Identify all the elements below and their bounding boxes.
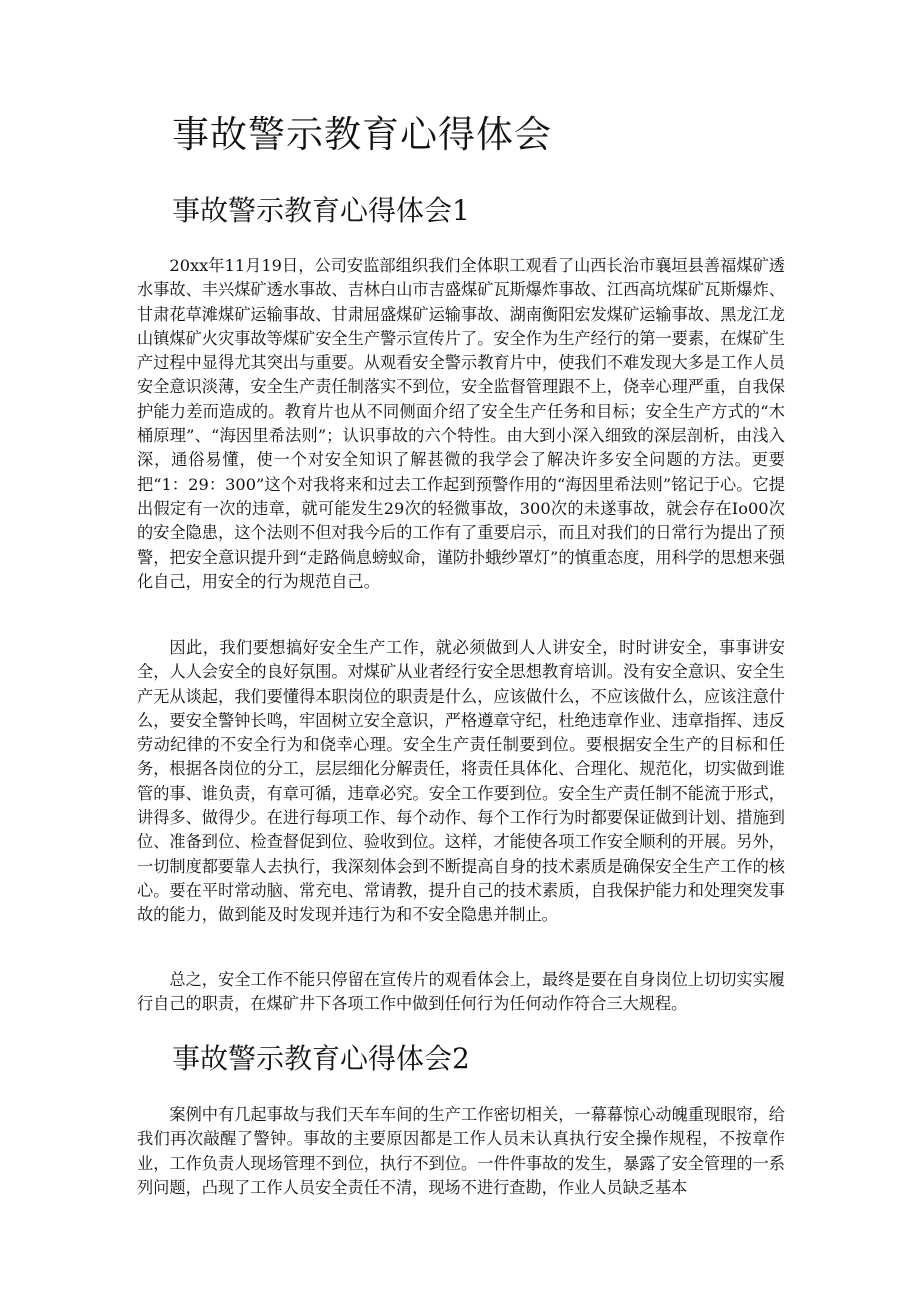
- section-1-paragraph-1: 20xx年11月19日，公司安监部组织我们全体职工观看了山西长治市襄垣县善福煤矿透水事故、丰兴煤矿透水事故、吉林白山市吉盛煤矿瓦斯爆炸事故、江西高坑煤矿瓦斯爆炸、甘肃花草滩煤矿运输事故、甘肃屈盛煤矿运输事故、湖南衡阳宏发煤矿运输事故、黑龙江龙山镇煤矿火灾事故等煤矿安全生产警示宣传片了。安全作为生产经行的第一要素，在煤矿生产过程中显得尤其突出与重要。从观看安全警示教育片中，使我们不难发现大多是工作人员安全意识淡薄，安全生产责任制落实不到位，安全监督管理跟不上，侥幸心理严重，自我保护能力差而造成的。教育片也从不同侧面介绍了安全生产任务和目标；安全生产方式的“木桶原理”、“海因里希法则”；认识事故的六个特性。由大到小深入细致的深层剖析，由浅入深，通俗易懂，使一个对安全知识了解甚微的我学会了解决许多安全问题的方法。更要把“1：29：300”这个对我将来和过去工作起到预警作用的“海因里希法则”铭记于心。它提出假定有一次的违章，就可能发生29次的轻微事故，300次的未遂事故，就会存在Io00次的安全隐患，这个法则不但对我今后的工作有了重要启示，而且对我们的日常行为提出了预警，把安全意识提升到“走路倘息螃蚁命，谨防扑蛾纱罩灯”的慎重态度，用科学的思想来强化自己，用安全的行为规范自己。: [137, 256, 785, 591]
- section-2-paragraph-1: 案例中有几起事故与我们天车车间的生产工作密切相关，一幕幕惊心动魄重现眼帘，给我们再次敲醒了警钟。事故的主要原因都是工作人员未认真执行安全操作规程，不按章作业，工作负责人现场管理不到位，执行不到位。一件件事故的发生，暴露了安全管理的一系列问题，凸现了工作人员安全责任不清，现场不进行查勘，作业人员缺乏基本: [137, 1105, 785, 1197]
- section-heading-1: 事故警示教育心得体会1: [172, 194, 470, 227]
- section-heading-2: 事故警示教育心得体会2: [172, 1042, 470, 1075]
- section-1-paragraph-2: 因此，我们要想搞好安全生产工作，就必须做到人人讲安全，时时讲安全，事事讲安全，人人会安全的良好氛围。对煤矿从业者经行安全思想教育培训。没有安全意识、安全生产无从谈起，我们要懂得本职岗位的职责是什么，应该做什么，不应该做什么，应该注意什么，要安全警钟长鸣，牢固树立安全意识，严格遵章守纪，杜绝违章作业、违章指挥、违反劳动纪律的不安全行为和侥幸心理。安全生产责任制要到位。要根据安全生产的目标和任务，根据各岗位的分工，层层细化分解责任，将责任具体化、合理化、规范化，切实做到谁管的事、谁负责，有章可循，违章必究。安全工作要到位。安全生产责任制不能流于形式，讲得多、做得少。在进行每项工作、每个动作、每个工作行为时都要保证做到计划、措施到位、准备到位、检查督促到位、验收到位。这样，才能使各项工作安全顺利的开展。另外，一切制度都要靠人去执行，我深刻体会到不断提高自身的技术素质是确保安全生产工作的核心。要在平时常动脑、常充电、常请教，提升自己的技术素质，自我保护能力和处理突发事故的能力，做到能及时发现并违行为和不安全隐患并制止。: [137, 638, 785, 925]
- section-1-paragraph-3: 总之，安全工作不能只停留在宣传片的观看体会上，最终是要在自身岗位上切切实实履行自己的职责，在煤矿井下各项工作中做到任何行为任何动作符合三大规程。: [137, 970, 785, 1014]
- document-title: 事故警示教育心得体会: [172, 113, 552, 156]
